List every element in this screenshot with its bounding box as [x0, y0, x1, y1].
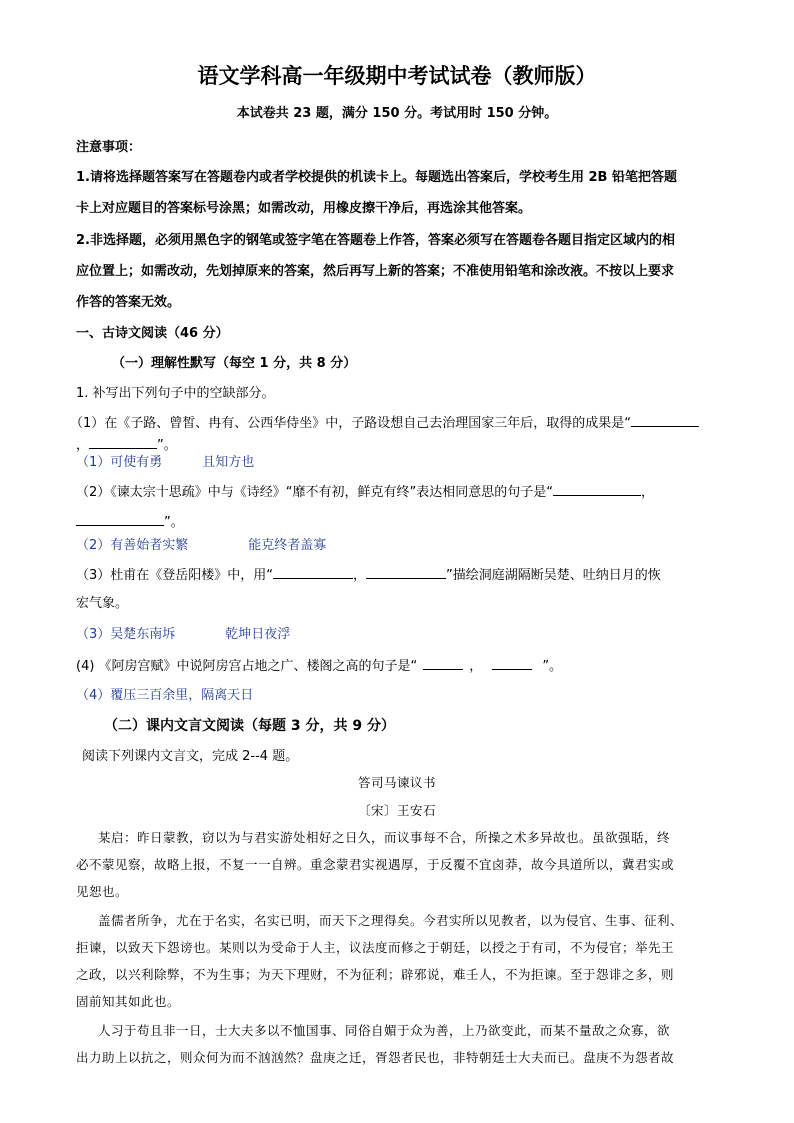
- question-1-3-mid: ，: [353, 568, 367, 583]
- question-1-2: [76, 482, 654, 501]
- question-1-1-cont: [76, 435, 177, 454]
- question-1-4-end: ”。: [542, 659, 563, 674]
- passage-line: 拒谏，以致天下怨谤也。某则以为受命于人主，议法度而修之于朝廷，以授之于有司，不为侵官；举先王: [76, 940, 675, 955]
- reading-instruction: 阅读下列课内文言文，完成 2--4 题。: [82, 749, 299, 764]
- answer-blank: [366, 565, 446, 579]
- question-1-1: [70, 413, 699, 432]
- notice-item-1-line-2: 卡上对应题目的答案标号涂黑；如需改动，用橡皮擦干净后，再选涂其他答案。: [76, 201, 532, 216]
- passage-line: 盖儒者所争，尤在于名实，名实已明，而天下之理得矣。今君实所以见教者，以为侵官、生事、征利、: [98, 913, 684, 928]
- answer-1-3: [76, 627, 290, 643]
- answer-blank: [89, 435, 157, 449]
- section-1-heading: 一、古诗文阅读（46 分）: [76, 326, 229, 341]
- exam-subtitle: 本试卷共 23 题，满分 150 分。考试用时 150 分钟。: [236, 106, 558, 121]
- answer-1-4: （4）覆压三百余里，隔离天日: [76, 688, 254, 703]
- question-1-4-mid: ，: [469, 659, 483, 674]
- answer-1-1-a: （1）可使有勇: [76, 455, 163, 470]
- answer-blank: [492, 656, 532, 670]
- passage-line: 之政，以兴利除弊，不为生事；为天下理财，不为征利；辟邪说，难壬人，不为拒谏。至于怨诽之多，则: [76, 967, 675, 982]
- passage-line: 人习于苟且非一日，士大夫多以不恤国事、同俗自媚于众为善，上乃欲变此，而某不量敌之众寡，欲: [98, 1023, 671, 1038]
- answer-blank: [553, 482, 641, 496]
- question-1-2-end: ”。: [164, 515, 184, 530]
- question-1-3-b: ”描绘洞庭湖隔断吴楚、吐纳日月的恢: [446, 568, 661, 583]
- passage-line: 某启：昨日蒙教，窃以为与君实游处相好之日久，而议事每不合，所操之术多异故也。虽欲强聒，终: [98, 830, 671, 845]
- notice-item-2-line-2: 应位置上；如需改动，先划掉原来的答案，然后再写上新的答案；不准使用铅笔和涂改液。不按以上要求: [76, 264, 675, 279]
- answer-blank: [273, 565, 353, 579]
- passage-line: 见恕也。: [76, 884, 129, 899]
- question-1-1-close: ”。: [157, 438, 177, 453]
- notice-item-1-line-1: 1.请将选择题答案写在答题卷内或者学校提供的机读卡上。每题选出答案后，学校考生用 2B 铅笔把答题: [76, 170, 677, 185]
- answer-blank: [76, 512, 164, 526]
- answer-1-2-b: 能克终者盖寡: [248, 538, 327, 553]
- answer-1-3-b: 乾坤日夜浮: [225, 627, 291, 642]
- answer-1-2: [76, 538, 326, 554]
- question-1-3: [76, 565, 661, 584]
- notice-heading: 注意事项：: [76, 140, 142, 155]
- section-1-sub-2: （二）课内文言文阅读（每题 3 分，共 9 分）: [104, 718, 395, 734]
- answer-1-1: [76, 455, 254, 471]
- page-title: 语文学科高一年级期中考试试卷（教师版）: [197, 64, 597, 88]
- section-1-sub-1: （一）理解性默写（每空 1 分，共 8 分）: [112, 356, 357, 371]
- question-1-4-a: (4) 《阿房宫赋》中说阿房宫占地之广、楼阁之高的句子是“: [76, 659, 418, 674]
- answer-1-3-a: （3）吴楚东南坼: [76, 627, 176, 642]
- passage-line: 出力助上以抗之，则众何为而不汹汹然？盘庚之迁，胥怨者民也，非特朝廷士大夫而已。盘庚不为怨者故: [76, 1050, 675, 1065]
- question-1-2-cont: [76, 512, 184, 531]
- answer-1-2-a: （2）有善始者实繁: [76, 538, 189, 553]
- question-1-2-text: （2）《谏太宗十思疏》中与《诗经》“靡不有初，鲜克有终”表达相同意思的句子是“: [76, 485, 553, 500]
- passage-line: 必不蒙见察，故略上报，不复一一自辨。重念蒙君实视遇厚，于反覆不宜卤莽，故今具道所以，冀君实或: [76, 857, 675, 872]
- question-1-4: [76, 656, 562, 675]
- answer-1-1-b: 且知方也: [202, 455, 255, 470]
- question-1-3-line-2: 宏气象。: [76, 596, 129, 611]
- notice-item-2-line-3: 作答的答案无效。: [76, 295, 181, 310]
- question-1-1-comma: ，: [76, 438, 90, 453]
- answer-blank: [631, 413, 699, 427]
- passage-title: 答司马谏议书: [357, 775, 436, 790]
- question-1: 1. 补写出下列句子中的空缺部分。: [76, 386, 275, 401]
- question-1-1-text: （1）在《子路、曾皙、冉有、公西华侍坐》中，子路设想自己去治理国家三年后，取得的成果是“: [70, 416, 632, 431]
- answer-blank: [423, 656, 463, 670]
- question-1-2-mid: ，: [640, 485, 654, 500]
- question-1-3-a: （3）杜甫在《登岳阳楼》中，用“: [76, 568, 274, 583]
- notice-item-2-line-1: 2.非选择题，必须用黑色字的钢笔或签字笔在答题卷上作答，答案必须写在答题卷各题目指定区域内的相: [76, 233, 675, 248]
- passage-author: 〔宋〕王安石: [357, 803, 436, 818]
- passage-line: 固前知其如此也。: [76, 994, 181, 1009]
